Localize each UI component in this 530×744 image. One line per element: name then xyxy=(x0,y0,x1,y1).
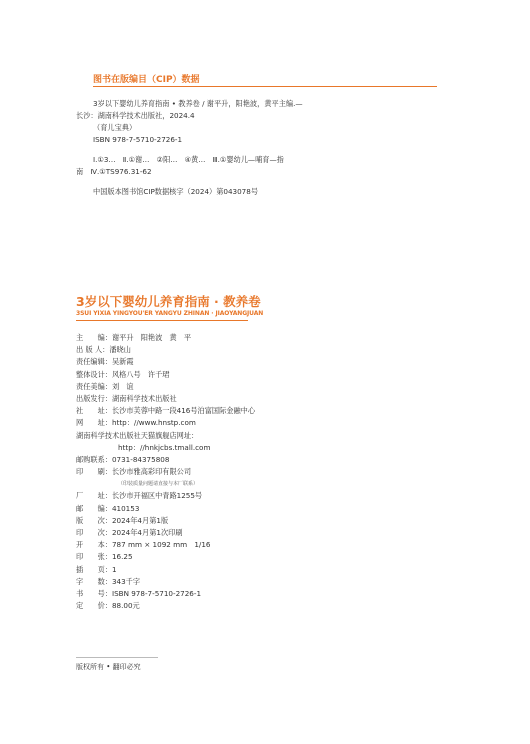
publication-info xyxy=(76,332,255,612)
cip-line-2: 长沙：湖南科学技术出版社，2024.4 xyxy=(76,111,195,120)
info-row-responsible-editor: 责任编辑：吴新霞 xyxy=(76,357,134,367)
cip-line-1: 3岁以下婴幼儿养育指南 • 教养卷 / 谢平升，阳艳波，黄平主编.— xyxy=(93,99,303,108)
info-row-isbn: 书 号：ISBN 978-7-5710-2726-1 xyxy=(76,588,202,598)
cip-line-6: 南 Ⅳ.①TS976.31-62 xyxy=(76,167,152,176)
title-divider xyxy=(76,320,248,321)
info-row-website: 网 址：http：//www.hnstp.com xyxy=(76,418,196,428)
cip-line-5: Ⅰ.①3… Ⅱ.①谢… ②阳… ④黄… Ⅲ.①婴幼儿—哺育—指 xyxy=(93,155,284,164)
info-row-printer: 印 刷：长沙市雅高彩印有限公司 xyxy=(76,467,192,477)
info-row-sheets: 印 张：16.25 xyxy=(76,552,133,562)
info-row-words: 字 数：343千字 xyxy=(76,576,141,586)
info-row-address: 社 址：长沙市芙蓉中路一段416号泊富国际金融中心 xyxy=(76,406,256,416)
info-row-publisher: 出 版 人：潘晓山 xyxy=(76,345,131,355)
info-row-editor: 主 编：谢平升 阳艳波 黄 平 xyxy=(76,333,192,342)
info-row-tmall-url xyxy=(76,442,255,454)
book-title: 3岁以下婴幼儿养育指南 · 教养卷 xyxy=(76,294,261,309)
copyright-notice: 版权所有 • 翻印必究 xyxy=(76,663,141,671)
cip-line-4: ISBN 978-7-5710-2726-1 xyxy=(93,135,183,144)
info-row-print-note: （印装质量问题请直接与本厂联系） xyxy=(118,481,199,488)
info-row-factory: 厂 址：长沙市开福区中青路1255号 xyxy=(76,491,203,501)
info-row-tmall-label: 湖南科学技术出版社天猫旗舰店网址： xyxy=(76,430,199,440)
info-row-issuer: 出版发行：湖南科学技术出版社 xyxy=(76,393,177,403)
website-link[interactable]: http：//www.hnstp.com xyxy=(111,418,196,428)
info-row-edition: 版 次：2024年4月第1版 xyxy=(76,515,169,525)
info-row-price: 定 价：88.00元 xyxy=(76,601,140,611)
cip-heading: 图书在版编目（CIP）数据 xyxy=(93,75,200,85)
cip-divider xyxy=(93,86,437,87)
info-row-zip: 邮 编：410153 xyxy=(76,503,140,513)
info-row-design: 整体设计：风格八号 许千珺 xyxy=(76,369,170,379)
info-row-printing: 印 次：2024年4月第1次印刷 xyxy=(76,528,183,537)
info-row-mail-order: 邮购联系：0731-84375808 xyxy=(76,454,170,464)
cip-line-3: （育儿宝典） xyxy=(93,123,137,132)
book-pinyin-title: 3SUI YIXIA YINGYOU'ER YANGYU ZHINAN · JIAOYANGJUAN xyxy=(76,310,264,317)
info-row-art-editor: 责任美编：刘 谊 xyxy=(76,381,134,391)
tmall-link[interactable]: http：//hnkjcbs.tmall.com xyxy=(118,442,211,452)
cip-block xyxy=(76,98,456,198)
info-row-plates: 插 页：1 xyxy=(76,564,117,574)
copyright-divider xyxy=(76,657,158,658)
cip-line-7: 中国版本图书馆CIP数据核字（2024）第043078号 xyxy=(93,187,259,196)
info-row-format: 开 本：787 mm × 1092 mm 1/16 xyxy=(76,540,211,550)
